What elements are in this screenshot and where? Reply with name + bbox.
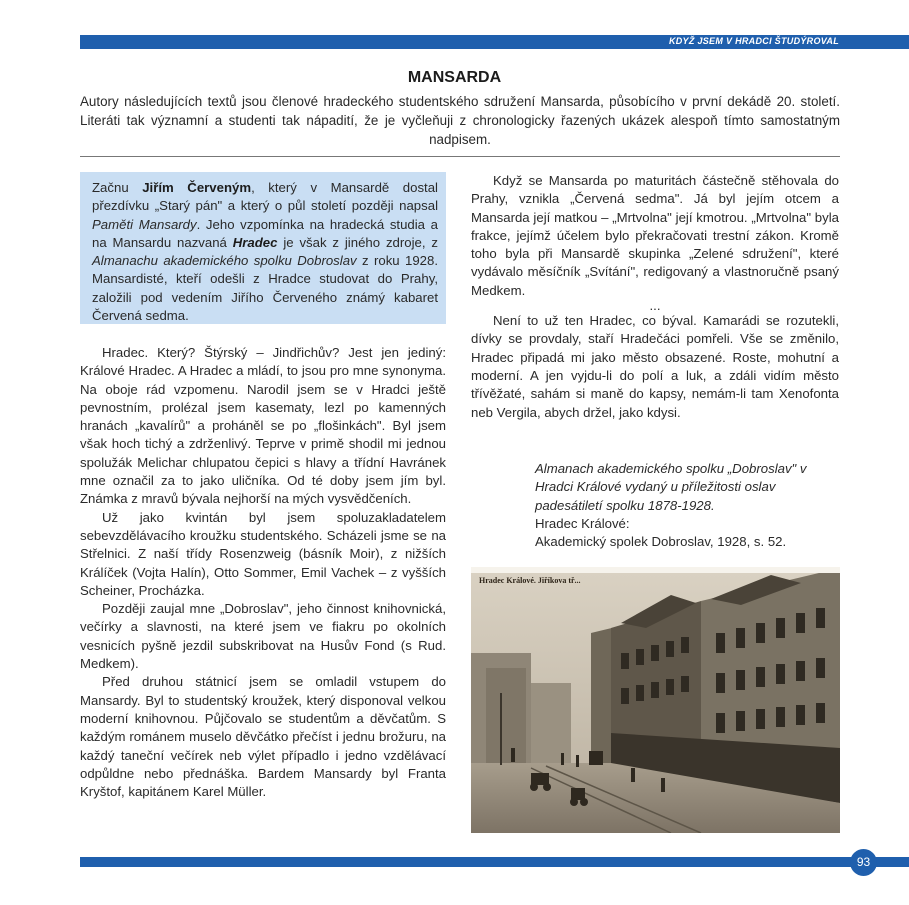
article-title: MANSARDA [407,69,502,86]
page-number: 93 [850,849,877,876]
author-name: Jiřím Červeným [142,180,252,195]
citation [535,460,845,551]
paragraph: Není to už ten Hradec, co býval. Kamarádi se rozutekli, dívky se provdaly, staří Hradečáci pomřeli. Vše se změnilo, Hradec připadá mi jako město obsazené. Roste, mohutní a moderní. A jen vyjdu-li do polí a luk, a zdáli vidím město třívěžaté, sahám si maně do kapsy, nemám-li tam Xenofonta neb Vergila, abych držel, jako kdysi. [471,313,839,420]
box-text-5: z roku 1928. Mansardisté, kteří odešli z Hradce studovat do Prahy, založili pod vedením Jiřího Červeného známý kabaret Červená sedma. [92,253,438,324]
footer-bar [80,857,909,867]
paragraph: Před druhou státnicí jsem se omladil vstupem do Mansardy. Byl to studentský kroužek, který disponoval velkou moderní knihovnou. Půjčovalo se studentům a děvčatům. S každým románem muselo děvčátko přečíst i jednu brožuru, na každý taneční večírek neb výlet případlo i jedno vzdělávací odpůldne nebo přednáška. Bardem Mansardy byl Franta Kryštof, kapitánem Karel Müller. [80,674,446,800]
photo-caption: Hradec Králové. Jiříkova tř... [479,576,581,585]
box-text-1: Začnu [92,180,143,195]
article-intro: Autory následujících textů jsou členové hradeckého studentského sdružení Mansarda, působícího v první dekádě 20. století. Literáti tak významní a studenti tak nápadití, že je vyčleňuji z chronologicky řazených ukázek alespoň tímto samostatným nadpisem. [80,94,840,147]
paragraph: Už jako kvintán byl jsem spoluzakladatelem sebevzdělávacího kroužku studentského. Scházeli jsme se na Střelnici. Z naší třídy Rosenzweig (básník Moir), z nižších Králíček (Vojta Halín), Otto Sommer, Emil Vachek – z vyšších Scheiner, Procházka. [80,509,446,598]
book-title-almanac: Almanachu akademického spolku Dobroslav [92,253,357,269]
work-title: Hradec [232,234,278,250]
header-bar [80,35,909,49]
box-text-3: . Jeho vzpomínka na hradecká studia a na Mansardu nazvaná [92,216,438,250]
citation-publisher: Akademický spolek Dobroslav, 1928, s. 52. [535,534,787,550]
divider-rule [80,156,840,157]
street-scene-illustration [471,573,840,833]
citation-source: Almanach akademického spolku „Dobroslav" v Hradci Králové vydaný u příležitosti oslav padesátiletí spolku 1878-1928. [535,461,807,513]
left-column [80,344,446,801]
paragraph: Později zaujal mne „Dobroslav", jeho činnost knihovnická, večírky a slavnosti, na které jsem ve fiakru po okolních vesnicích pyšně jezdil subskribovat na Husův Fond (s Rud. Medkem). [80,601,446,672]
right-column [471,172,839,422]
paragraph: Když se Mansarda po maturitách částečně stěhovala do Prahy, vznikla „Červená sedma". Já byl jejím otcem a Mansarda její matkou – „Mrtvolna" její kmotrou. „Mrtvolna" byla frakce, jejímž účelem bylo překračovati trestní zákon. Kromě toho byla při Mansardě skupinka „Zelené sdružení", které vydávalo měsíčník „Svítání", redigovaný a vlastnoručně psaný Medkem. [471,173,839,298]
highlight-box [80,172,446,324]
paragraph: Hradec. Který? Štýrský – Jindřichův? Jest jen jediný: Králové Hradec. A Hradec a mládí, to jsou pro mne synonyma. Na oboje rád vzpomenu. Narodil jsem se v Hradci ještě pevnostním, prolézal jsem kasematy, lezl po kamenných hranách „kavalírů" a proháněl se po „flošinkách". Byl jsem však hoch tichý a zdrženlivý. Teprve v primě shodil mi jednou spolužák Melichar chlupatou čepici s hlavy a třídní Havránek mne označil za to jako uličníka. Od té doby jsem jím byl. Známka z mravů bývala nejhorší na mých vysvědčeních. [80,345,446,507]
box-text-2: , který v Mansardě dostal přezdívku „Starý pán" a který o půl století později napsal [92,180,438,214]
book-title-memoirs: Paměti Mansardy [92,216,197,232]
ellipsis: ... [649,298,661,314]
historic-street-photo [471,567,840,833]
citation-place: Hradec Králové: [535,515,630,531]
box-text-4: je však z jiného zdroje, z [277,234,438,250]
running-title: KDYŽ JSEM V HRADCI ŠTUDÝROVAL [668,36,839,46]
